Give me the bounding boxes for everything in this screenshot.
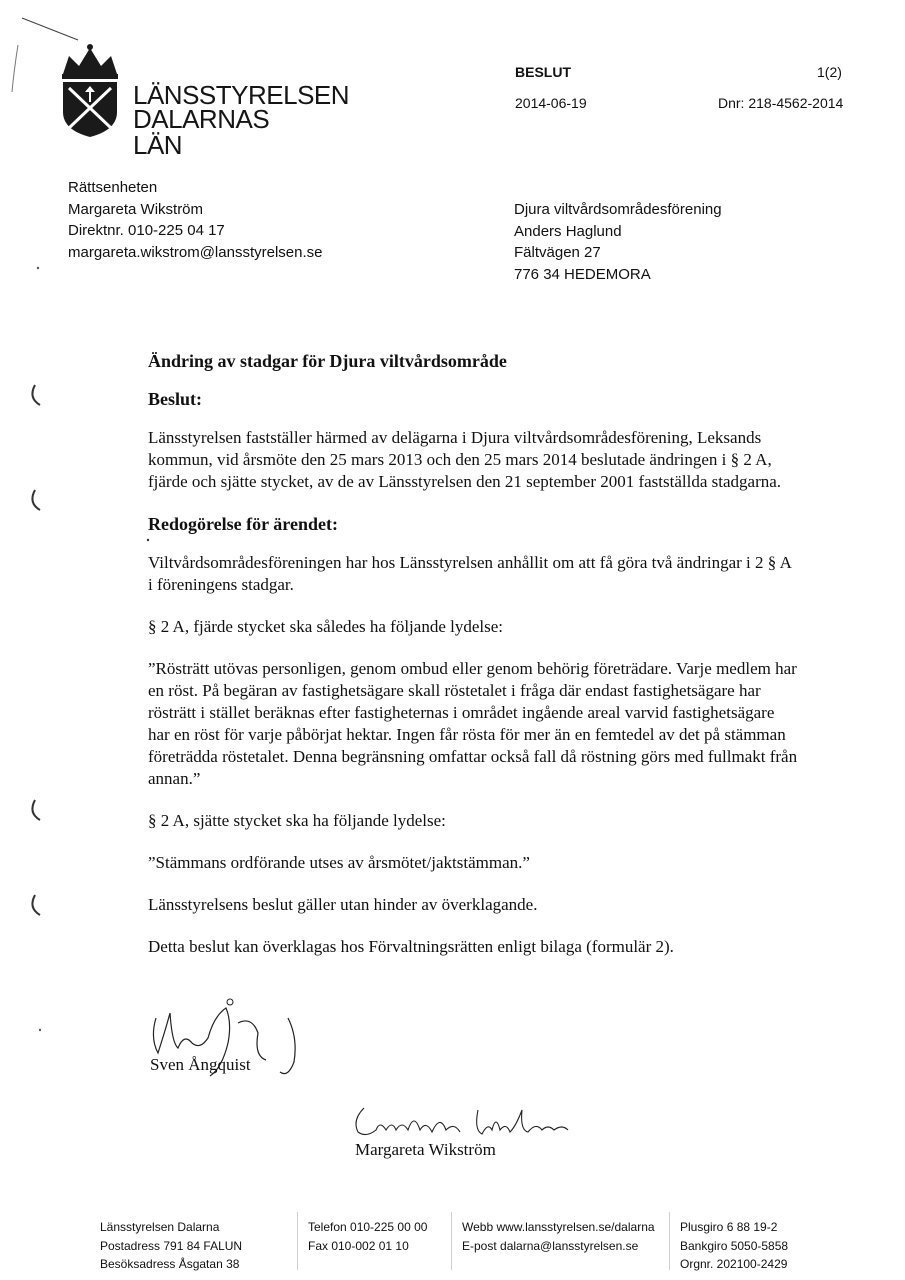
appeal-text: Detta beslut kan överklagas hos Förvaltningsrätten enligt bilaga (formulär 2). bbox=[148, 937, 674, 956]
sender-name: Margareta Wikström bbox=[68, 200, 204, 218]
footer-divider bbox=[451, 1212, 452, 1270]
logo bbox=[55, 42, 350, 160]
paragraph6-intro: § 2 A, sjätte stycket ska ha följande lydelse: bbox=[148, 811, 446, 830]
footer-phone-column bbox=[308, 1218, 427, 1255]
footer-orgnr: Orgnr. 202100-2429 bbox=[680, 1257, 788, 1271]
sender-unit: Rättsenheten bbox=[68, 179, 158, 196]
footer-divider bbox=[669, 1212, 670, 1270]
recipient-org: Djura viltvårdsområdesförening bbox=[514, 201, 722, 218]
footer-fax: Fax 010-002 01 10 bbox=[308, 1238, 409, 1253]
logo-line2: DALARNAS LÄN bbox=[133, 104, 270, 160]
footer-address-column bbox=[100, 1218, 242, 1274]
sender-email: margareta.wikstrom@lansstyrelsen.se bbox=[68, 243, 323, 261]
recipient-street: Fältvägen 27 bbox=[514, 244, 601, 261]
page-number: 1(2) bbox=[817, 64, 842, 80]
footer-visiting-address: Besöksadress Åsgatan 38 bbox=[100, 1257, 240, 1271]
registration-number: Dnr: 218-4562-2014 bbox=[718, 95, 844, 111]
account-heading: Redogörelse för ärendet: bbox=[148, 514, 338, 534]
signatory-name-2: Margareta Wikström bbox=[355, 1140, 496, 1159]
footer-payment-column bbox=[680, 1218, 788, 1274]
decision-text: Länsstyrelsen fastställer härmed av delägarna i Djura viltvårdsområdesförening, Leksands kommun, vid årsmöte den 25 mars 2013 och den 25 mars 2014 beslutade ändringen i § 2 A, fjärde och sjätte stycket, av de av Länsstyrelsen den 21 september 2001 fastställda stadgarna. bbox=[148, 428, 782, 491]
no-hinder-text: Länsstyrelsens beslut gäller utan hinder av överklagande. bbox=[148, 895, 538, 914]
document-date: 2014-06-19 bbox=[515, 95, 587, 111]
footer-org: Länsstyrelsen Dalarna bbox=[100, 1220, 220, 1234]
footer-divider bbox=[297, 1212, 298, 1270]
document-type: BESLUT bbox=[515, 64, 571, 80]
paragraph6-quote: ”Stämmans ordförande utses av årsmötet/jaktstämman.” bbox=[148, 853, 530, 872]
paragraph4-quote: ”Rösträtt utövas personligen, genom ombud eller genom behörig företrädare. Varje medlem har en röst. På begäran av fastighetsägare skall röstetalet i fråga där endast fastighetsägare har rösträtt i stället beräknas efter fastigheternas i området ingående areal varvid fastighetsägare har en röst för varje påbörjat hektar. Ingen får rösta för mer än en femtedel av det på stämman företrädda röstetalet. Denna begränsning omfattar också fall då röstning görs med fullmakt från annan.” bbox=[148, 659, 798, 788]
sender-phone: Direktnr. 010-225 04 17 bbox=[68, 222, 225, 239]
signatory-name-1: Sven Ångquist bbox=[150, 1055, 251, 1074]
account-text: Viltvårdsområdesföreningen har hos Länsstyrelsen anhållit om att få göra två ändringar i 2 § A i föreningens stadgar. bbox=[148, 553, 791, 594]
decision-heading: Beslut: bbox=[148, 389, 202, 409]
paragraph4-intro: § 2 A, fjärde stycket ska således ha följande lydelse: bbox=[148, 617, 503, 636]
footer bbox=[0, 1212, 905, 1272]
sender-block bbox=[68, 177, 322, 263]
footer-phone: Telefon 010-225 00 00 bbox=[308, 1220, 428, 1234]
recipient-block bbox=[514, 199, 722, 285]
footer-postal-address: Postadress 791 84 FALUN bbox=[100, 1238, 243, 1253]
recipient-name: Anders Haglund bbox=[514, 222, 622, 240]
footer-email: E-post dalarna@lansstyrelsen.se bbox=[462, 1238, 639, 1253]
footer-bankgiro: Bankgiro 5050-5858 bbox=[680, 1238, 789, 1253]
logo-line1: LÄNSSTYRELSEN bbox=[133, 80, 350, 110]
signature-margareta-wikstrom bbox=[350, 1100, 590, 1145]
document-title: Ändring av stadgar för Djura viltvårdsområde bbox=[148, 351, 507, 371]
footer-web-column bbox=[462, 1218, 655, 1255]
letter-body bbox=[148, 350, 798, 978]
footer-web: Webb www.lansstyrelsen.se/dalarna bbox=[462, 1220, 655, 1234]
recipient-postal: 776 34 HEDEMORA bbox=[514, 265, 651, 283]
coat-of-arms-icon bbox=[55, 42, 125, 138]
footer-plusgiro: Plusgiro 6 88 19-2 bbox=[680, 1220, 778, 1234]
